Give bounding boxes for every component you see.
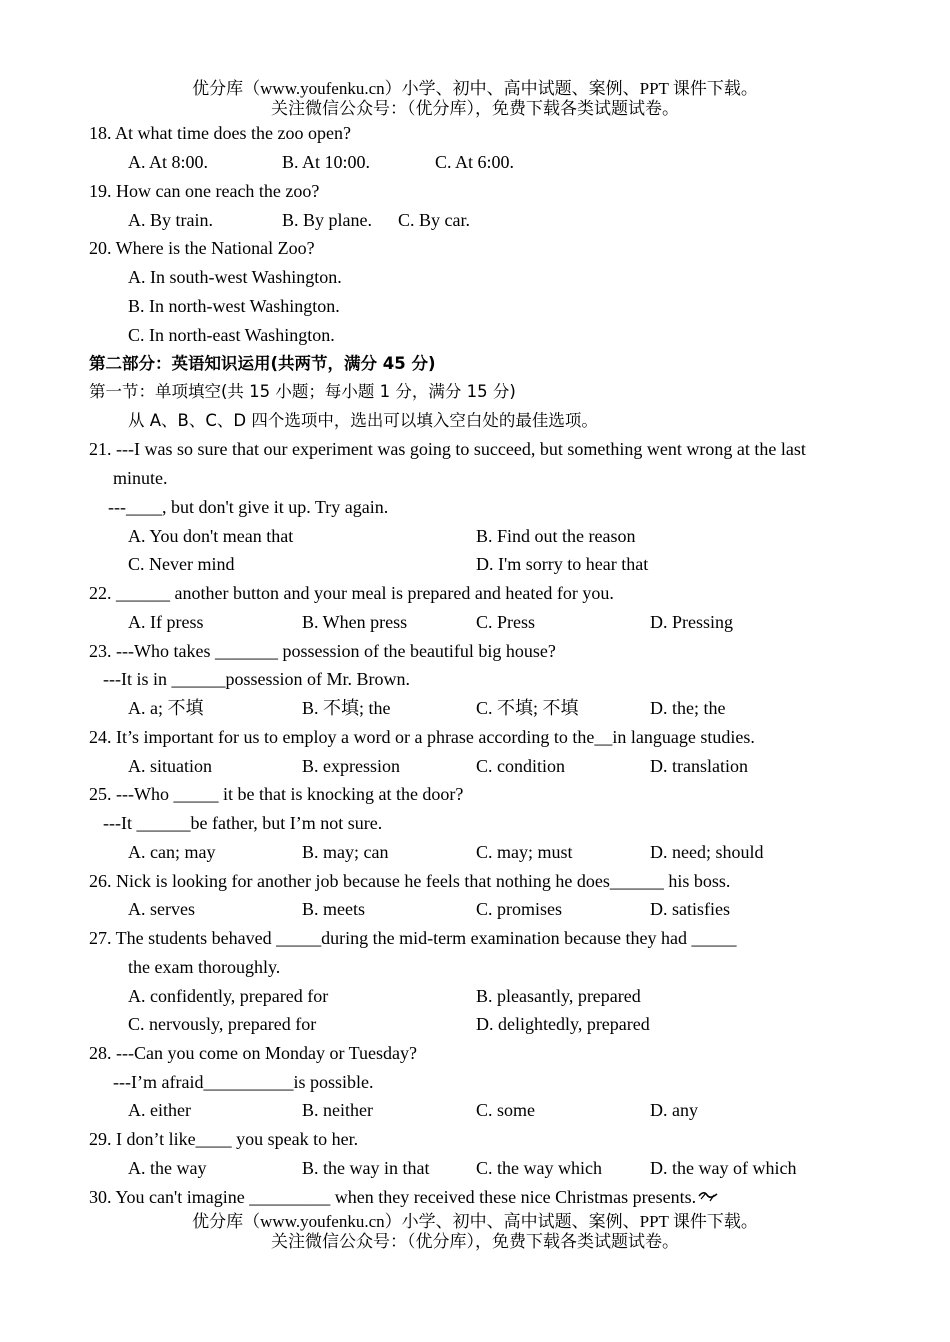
q25-stem-line1: 25. ---Who _____ it be that is knocking at the door?	[89, 784, 464, 804]
q27-option-c: C. nervously, prepared for	[128, 1014, 317, 1034]
q28-option-d: D. any	[650, 1100, 698, 1120]
q24-option-c: C. condition	[476, 756, 565, 776]
q30-row	[89, 1186, 718, 1208]
q28-stem-line2: ---I’m afraid__________is possible.	[113, 1072, 374, 1092]
q18-stem: 18. At what time does the zoo open?	[89, 123, 351, 143]
part2-title: 第二部分：英语知识运用(共两节，满分 45 分)	[89, 354, 436, 373]
q23-option-a: A. a; 不填	[128, 698, 204, 718]
q28-stem-line1: 28. ---Can you come on Monday or Tuesday?	[89, 1043, 417, 1063]
q23-option-b: B. 不填; the	[302, 698, 391, 718]
q23-option-c: C. 不填; 不填	[476, 698, 579, 718]
q25-option-c: C. may; must	[476, 842, 573, 862]
q19-option-a: A. By train.	[128, 210, 213, 230]
q22-stem: 22. ______ another button and your meal is prepared and heated for you.	[89, 583, 614, 603]
section1-instruction: 从 A、B、C、D 四个选项中，选出可以填入空白处的最佳选项。	[128, 411, 598, 430]
q27-stem-line1: 27. The students behaved _____during the mid-term examination because they had _____	[89, 928, 737, 948]
q21-option-a: A. You don't mean that	[128, 526, 294, 546]
q22-option-b: B. When press	[302, 612, 408, 632]
q29-stem: 29. I don’t like____ you speak to her.	[89, 1129, 359, 1149]
q25-option-a: A. can; may	[128, 842, 216, 862]
q26-option-b: B. meets	[302, 899, 365, 919]
q19-stem: 19. How can one reach the zoo?	[89, 181, 320, 201]
header-line-1: 优分库（www.youfenku.cn）小学、初中、高中试题、案例、PPT 课件下载。	[192, 79, 758, 98]
q21-stem-line1: 21. ---I was so sure that our experiment was going to succeed, but something went wrong at the last	[89, 439, 806, 459]
q26-option-c: C. promises	[476, 899, 563, 919]
q20-option-a: A. In south-west Washington.	[128, 267, 342, 287]
q25-option-d: D. need; should	[650, 842, 764, 862]
q28-option-a: A. either	[128, 1100, 191, 1120]
q29-option-c: C. the way which	[476, 1158, 602, 1178]
q23-stem-line1: 23. ---Who takes _______ possession of the beautiful big house?	[89, 641, 556, 661]
q19-option-c: C. By car.	[398, 210, 470, 230]
header-line-2: 关注微信公众号：（优分库），免费下载各类试题试卷。	[271, 99, 679, 118]
q26-option-d: D. satisfies	[650, 899, 730, 919]
q21-stem-line3: ---____, but don't give it up. Try again.	[108, 497, 389, 517]
q20-option-c: C. In north-east Washington.	[128, 325, 335, 345]
q22-option-d: D. Pressing	[650, 612, 734, 632]
q29-option-a: A. the way	[128, 1158, 207, 1178]
q28-option-b: B. neither	[302, 1100, 373, 1120]
q29-option-d: D. the way of which	[650, 1158, 797, 1178]
q29-option-b: B. the way in that	[302, 1158, 430, 1178]
q24-option-a: A. situation	[128, 756, 212, 776]
footer-line-1: 优分库（www.youfenku.cn）小学、初中、高中试题、案例、PPT 课件下载。	[192, 1212, 758, 1231]
q21-stem-line2: minute.	[113, 468, 168, 488]
q18-option-c: C. At 6:00.	[435, 152, 515, 172]
q18-option-a: A. At 8:00.	[128, 152, 209, 172]
q27-stem-line2: the exam thoroughly.	[128, 957, 281, 977]
q21-option-c: C. Never mind	[128, 554, 235, 574]
q24-stem: 24. It’s important for us to employ a word or a phrase according to the__in language studies.	[89, 727, 755, 747]
q25-stem-line2: ---It ______be father, but I’m not sure.	[103, 813, 383, 833]
q24-option-d: D. translation	[650, 756, 748, 776]
q26-option-a: A. serves	[128, 899, 195, 919]
q28-option-c: C. some	[476, 1100, 536, 1120]
q27-option-b: B. pleasantly, prepared	[476, 986, 641, 1006]
q27-option-a: A. confidently, prepared for	[128, 986, 329, 1006]
q26-stem: 26. Nick is looking for another job because he feels that nothing he does______ his boss.	[89, 871, 731, 891]
q23-stem-line2: ---It is in ______possession of Mr. Brown.	[103, 669, 410, 689]
q25-option-b: B. may; can	[302, 842, 389, 862]
q22-option-a: A. If press	[128, 612, 204, 632]
q18-option-b: B. At 10:00.	[282, 152, 371, 172]
q21-option-b: B. Find out the reason	[476, 526, 636, 546]
footer-line-2: 关注微信公众号：（优分库），免费下载各类试题试卷。	[271, 1232, 679, 1251]
q30-stem: 30. You can't imagine _________ when they received these nice Christmas presents.	[89, 1187, 697, 1207]
q20-stem: 20. Where is the National Zoo?	[89, 238, 315, 258]
q21-option-d: D. I'm sorry to hear that	[476, 554, 649, 574]
q24-option-b: B. expression	[302, 756, 400, 776]
q23-option-d: D. the; the	[650, 698, 726, 718]
q22-option-c: C. Press	[476, 612, 536, 632]
q27-option-d: D. delightedly, prepared	[476, 1014, 650, 1034]
q20-option-b: B. In north-west Washington.	[128, 296, 340, 316]
q19-option-b: B. By plane.	[282, 210, 372, 230]
section1-title: 第一节：单项填空(共 15 小题；每小题 1 分，满分 15 分)	[89, 382, 516, 401]
pen-icon	[698, 1189, 718, 1203]
